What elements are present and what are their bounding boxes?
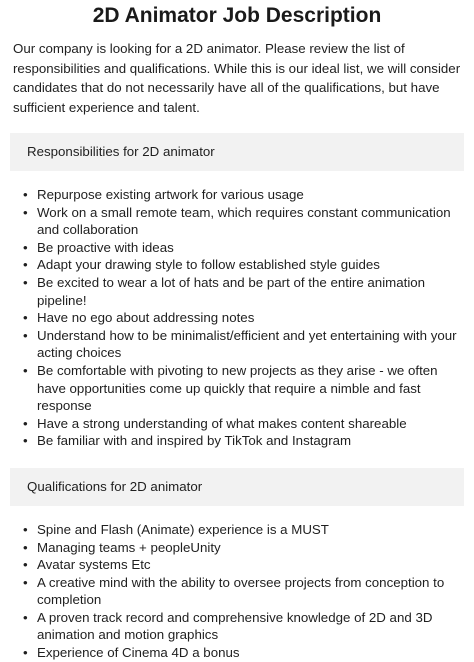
list-item-text: Managing teams + peopleUnity [37,539,221,555]
list-item-text: Adapt your drawing style to follow established style guides [37,257,380,273]
intro-paragraph: Our company is looking for a 2D animator. Please review the list of responsibilities and qualifications. While this is our ideal list, we will consider candidates that do not necessarily have all of the qualifications, but have sufficient experience and talent. [13,41,461,115]
list-item [23,432,464,450]
bullet-icon: • [23,645,28,661]
bullet-icon: • [23,415,28,431]
list-item [23,539,464,557]
list-item [23,186,464,204]
bullet-icon: • [23,239,28,255]
list-item [23,274,464,309]
list-item-text: A creative mind with the ability to oversee projects from conception to completion [37,574,445,608]
list-item-text: Spine and Flash (Animate) experience is a MUST [37,521,329,537]
list-item-text: Have a strong understanding of what makes content shareable [37,415,407,431]
responsibilities-heading: Responsibilities for 2D animator [10,133,464,171]
list-item-text: Be comfortable with pivoting to new projects as they arise - we often have opportunities come up quickly that require a nimble and fast response [37,362,438,414]
list-item-text: A proven track record and comprehensive knowledge of 2D and 3D animation and motion graphics [37,609,433,643]
list-item [23,556,464,574]
list-item-text: Repurpose existing artwork for various usage [37,187,304,202]
bullet-icon: • [23,557,28,573]
list-item [23,415,464,433]
bullet-icon: • [23,187,28,202]
list-item [23,204,464,239]
list-item [23,521,464,539]
bullet-icon: • [23,274,28,290]
list-item [23,239,464,257]
list-item [23,644,464,662]
bullet-icon: • [23,310,28,326]
list-item-text: Be proactive with ideas [37,239,174,255]
list-item-text: Be excited to wear a lot of hats and be part of the entire animation pipeline! [37,274,426,308]
list-item [23,256,464,274]
list-item-text: Be familiar with and inspired by TikTok and Instagram [37,433,352,449]
list-item-text: Avatar systems Etc [37,557,151,573]
page-title: 2D Animator Job Description [92,4,382,27]
bullet-icon: • [23,609,28,625]
list-item [23,309,464,327]
bullet-icon: • [23,521,28,537]
list-item-text: Understand how to be minimalist/efficient and yet entertaining with your acting choices [37,327,457,361]
qualifications-list [10,521,464,662]
bullet-icon: • [23,539,28,555]
list-item [23,609,464,644]
list-item-text: Work on a small remote team, which requires constant communication and collaboration [37,204,451,238]
list-item-text: Have no ego about addressing notes [37,310,255,326]
bullet-icon: • [23,574,28,590]
list-item [23,327,464,362]
bullet-icon: • [23,327,28,343]
list-item-text: Experience of Cinema 4D a bonus [37,645,240,661]
bullet-icon: • [23,257,28,273]
responsibilities-list [10,186,464,450]
qualifications-heading: Qualifications for 2D animator [10,468,464,506]
bullet-icon: • [23,204,28,220]
bullet-icon: • [23,433,28,449]
list-item [23,362,464,415]
bullet-icon: • [23,362,28,378]
list-item [23,574,464,609]
